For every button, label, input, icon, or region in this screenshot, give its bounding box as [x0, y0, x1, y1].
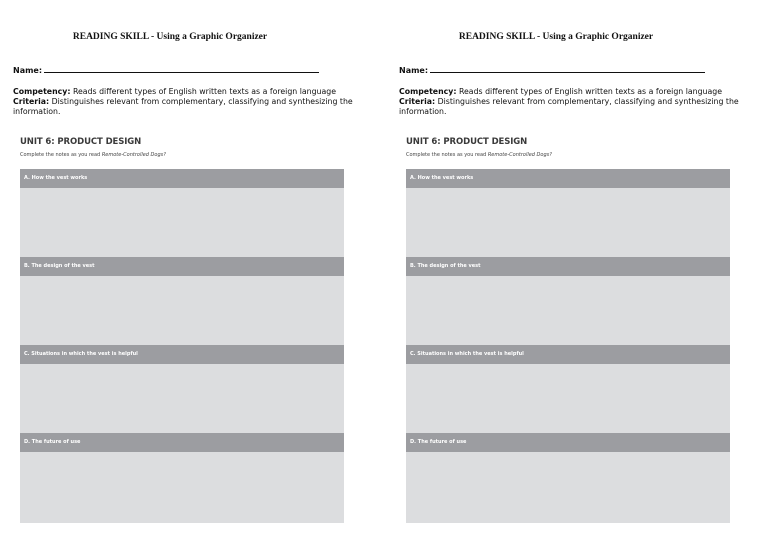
organizer-section-b [406, 257, 730, 345]
unit-title: UNIT 6: PRODUCT DESIGN [406, 137, 528, 147]
section-header: B. The design of the vest [20, 257, 344, 276]
worksheet-title: READING SKILL - Using a Graphic Organizer [72, 32, 268, 42]
competency-criteria-block [13, 87, 353, 117]
section-notes-area[interactable] [406, 364, 730, 433]
organizer-section-d [20, 433, 344, 523]
unit-title: UNIT 6: PRODUCT DESIGN [20, 137, 142, 147]
criteria-label: Criteria: [399, 97, 436, 106]
competency-label: Competency: [399, 87, 457, 96]
criteria-label: Criteria: [13, 97, 50, 106]
section-notes-area[interactable] [20, 364, 344, 433]
organizer-section-b [20, 257, 344, 345]
instruction-prefix: Complete the notes as you read [20, 152, 102, 158]
name-label: Name: [13, 66, 43, 75]
section-header: D. The future of use [406, 433, 730, 452]
section-notes-area[interactable] [406, 188, 730, 257]
graphic-organizer [406, 169, 730, 523]
competency-criteria-block [399, 87, 739, 117]
section-notes-area[interactable] [20, 188, 344, 257]
instruction-reading-title: Remote-Controlled Dogs? [101, 152, 166, 158]
section-notes-area[interactable] [406, 276, 730, 345]
name-field[interactable] [13, 65, 319, 75]
criteria-line [13, 97, 353, 117]
criteria-text: Distinguishes relevant from complementary, classifying and synthesizing the information. [13, 97, 353, 116]
competency-label: Competency: [13, 87, 71, 96]
competency-line [399, 87, 739, 97]
name-label: Name: [399, 66, 429, 75]
section-notes-area[interactable] [20, 276, 344, 345]
section-notes-area[interactable] [406, 452, 730, 523]
worksheet-right [386, 0, 768, 543]
criteria-line [399, 97, 739, 117]
section-header: B. The design of the vest [406, 257, 730, 276]
name-field[interactable] [399, 65, 705, 75]
organizer-section-a [20, 169, 344, 257]
section-header: C. Situations in which the vest is helpful [406, 345, 730, 364]
section-header: C. Situations in which the vest is helpful [20, 345, 344, 364]
instruction-prefix: Complete the notes as you read [406, 152, 488, 158]
competency-line [13, 87, 353, 97]
instruction-reading-title: Remote-Controlled Dogs? [487, 152, 552, 158]
organizer-section-c [20, 345, 344, 433]
instruction-text [406, 152, 552, 158]
section-notes-area[interactable] [20, 452, 344, 523]
organizer-section-c [406, 345, 730, 433]
criteria-text: Distinguishes relevant from complementary, classifying and synthesizing the information. [399, 97, 739, 116]
section-header: A. How the vest works [20, 169, 344, 188]
competency-text: Reads different types of English written texts as a foreign language [456, 87, 723, 96]
organizer-section-d [406, 433, 730, 523]
competency-text: Reads different types of English written texts as a foreign language [70, 87, 337, 96]
name-blank-line[interactable] [430, 65, 705, 73]
organizer-section-a [406, 169, 730, 257]
worksheet-title: READING SKILL - Using a Graphic Organizer [458, 32, 654, 42]
section-header: D. The future of use [20, 433, 344, 452]
name-blank-line[interactable] [44, 65, 319, 73]
graphic-organizer [20, 169, 344, 523]
instruction-text [20, 152, 166, 158]
section-header: A. How the vest works [406, 169, 730, 188]
